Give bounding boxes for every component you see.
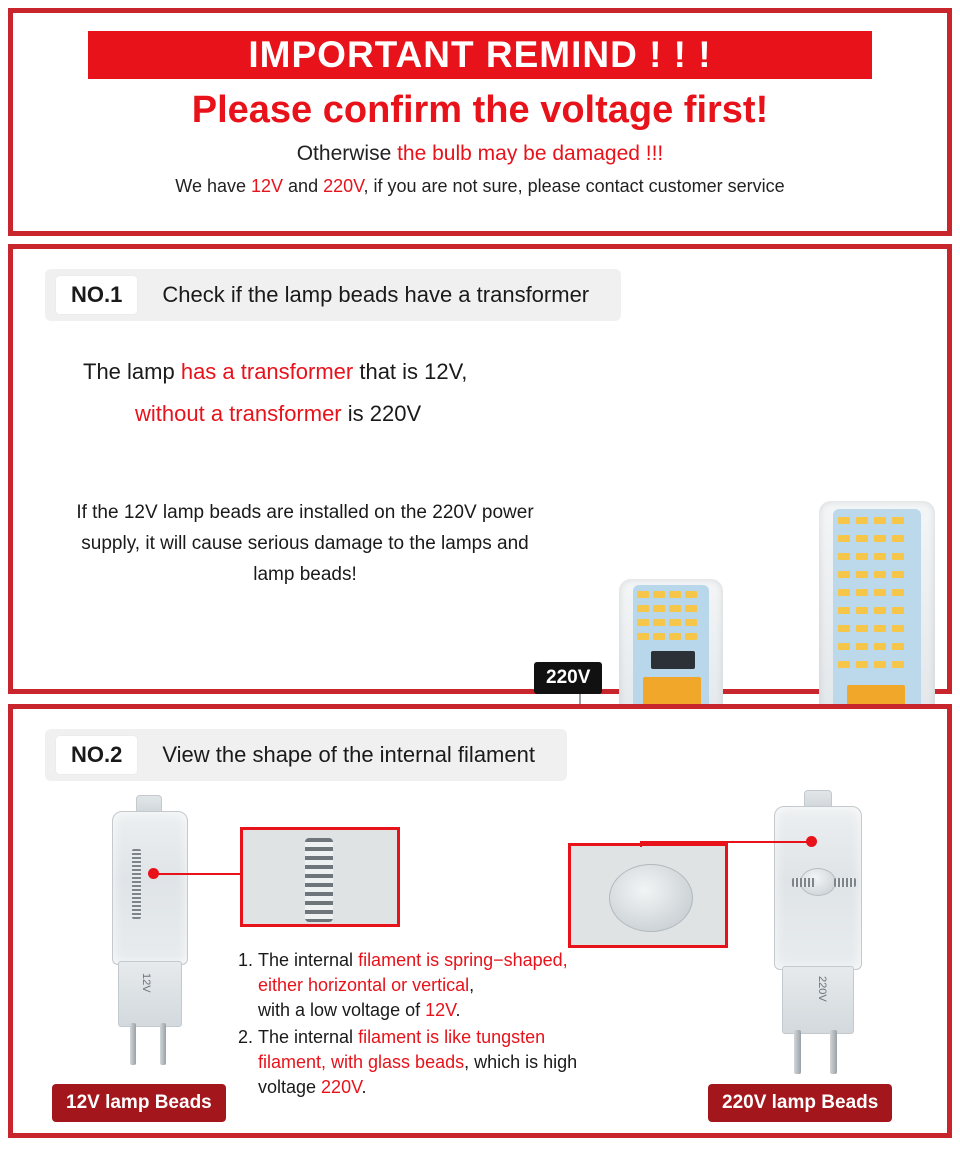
voltage-options-line bbox=[13, 176, 947, 197]
li1-red2: either horizontal or vertical bbox=[258, 975, 470, 995]
callout-line-left bbox=[158, 873, 242, 875]
section1-header bbox=[45, 269, 621, 321]
li1-b: , bbox=[469, 975, 475, 995]
section2-badge: NO.2 bbox=[55, 735, 138, 775]
confirm-voltage-heading: Please confirm the voltage first! bbox=[191, 89, 769, 131]
filament-zoom-spring bbox=[240, 827, 400, 927]
callout-line-right bbox=[640, 841, 808, 843]
li1-a: The internal bbox=[258, 950, 359, 970]
section1-badge: NO.1 bbox=[55, 275, 138, 315]
label-12v-lamp-beads-2: 12V lamp Beads bbox=[52, 1084, 226, 1122]
li1-red3: 12V bbox=[425, 1000, 456, 1020]
li2-red3: 220V bbox=[321, 1077, 362, 1097]
voltage-12v: 12V bbox=[251, 176, 284, 196]
list-item bbox=[258, 1025, 706, 1100]
section1-statement-line1 bbox=[83, 359, 467, 385]
li1-d: . bbox=[455, 1000, 461, 1020]
li2-d: . bbox=[361, 1077, 367, 1097]
section1-statement-line2 bbox=[135, 401, 421, 427]
section1-paragraph: If the 12V lamp beads are installed on the 220V power supply, it will cause serious damage to the lamps and lamp beads! bbox=[76, 502, 534, 585]
section2-header bbox=[45, 729, 567, 781]
callout-line-right-drop bbox=[640, 841, 642, 847]
otherwise-red: the bulb may be damaged !!! bbox=[397, 142, 664, 165]
section2-title: View the shape of the internal filament bbox=[162, 742, 535, 767]
li1-c: with a low voltage of bbox=[258, 1000, 426, 1020]
halogen-220v-print: 220V bbox=[816, 976, 828, 1002]
li2-a: The internal bbox=[258, 1027, 359, 1047]
s1-l1-red: has a transformer bbox=[180, 359, 354, 384]
section1-title: Check if the lamp beads have a transformer bbox=[162, 282, 590, 307]
li2-c: voltage bbox=[258, 1077, 322, 1097]
halogen-12v-print: 12V bbox=[140, 973, 152, 993]
label-220v-lamp-beads-2: 220V lamp Beads bbox=[708, 1084, 892, 1122]
warning-section bbox=[8, 8, 952, 236]
section-no1 bbox=[8, 244, 952, 694]
and-text: and bbox=[283, 176, 324, 196]
s1-l1-b: that is 12V, bbox=[353, 359, 468, 384]
list-item bbox=[258, 948, 706, 1023]
important-remind-text: IMPORTANT REMIND ! ! ! bbox=[248, 34, 712, 75]
li2-red1: filament is like tungsten bbox=[358, 1027, 546, 1047]
halogen-bulb-12v-image bbox=[96, 795, 206, 1065]
tag-driver-voltage: 220V bbox=[534, 662, 602, 694]
otherwise-prefix: Otherwise bbox=[296, 142, 398, 165]
otherwise-line bbox=[13, 142, 947, 166]
li2-b: , which is high bbox=[464, 1052, 578, 1072]
led-220v-core bbox=[833, 509, 921, 735]
s1-l2-red: without a transformer bbox=[135, 401, 342, 426]
voltage-220v: 220V bbox=[323, 176, 364, 196]
li2-red2: filament, with glass beads bbox=[258, 1052, 465, 1072]
section2-list bbox=[236, 948, 706, 1102]
contact-service-text: , if you are not sure, please contact customer service bbox=[363, 176, 785, 196]
filament-zoom-bead bbox=[568, 843, 728, 948]
s1-l1-a: The lamp bbox=[83, 359, 181, 384]
li1-red1: filament is spring−shaped, bbox=[358, 950, 568, 970]
halogen-bulb-220v-image bbox=[760, 790, 880, 1070]
we-have-prefix: We have bbox=[175, 176, 252, 196]
s1-l2-b: is 220V bbox=[341, 401, 422, 426]
important-remind-banner bbox=[88, 31, 872, 79]
